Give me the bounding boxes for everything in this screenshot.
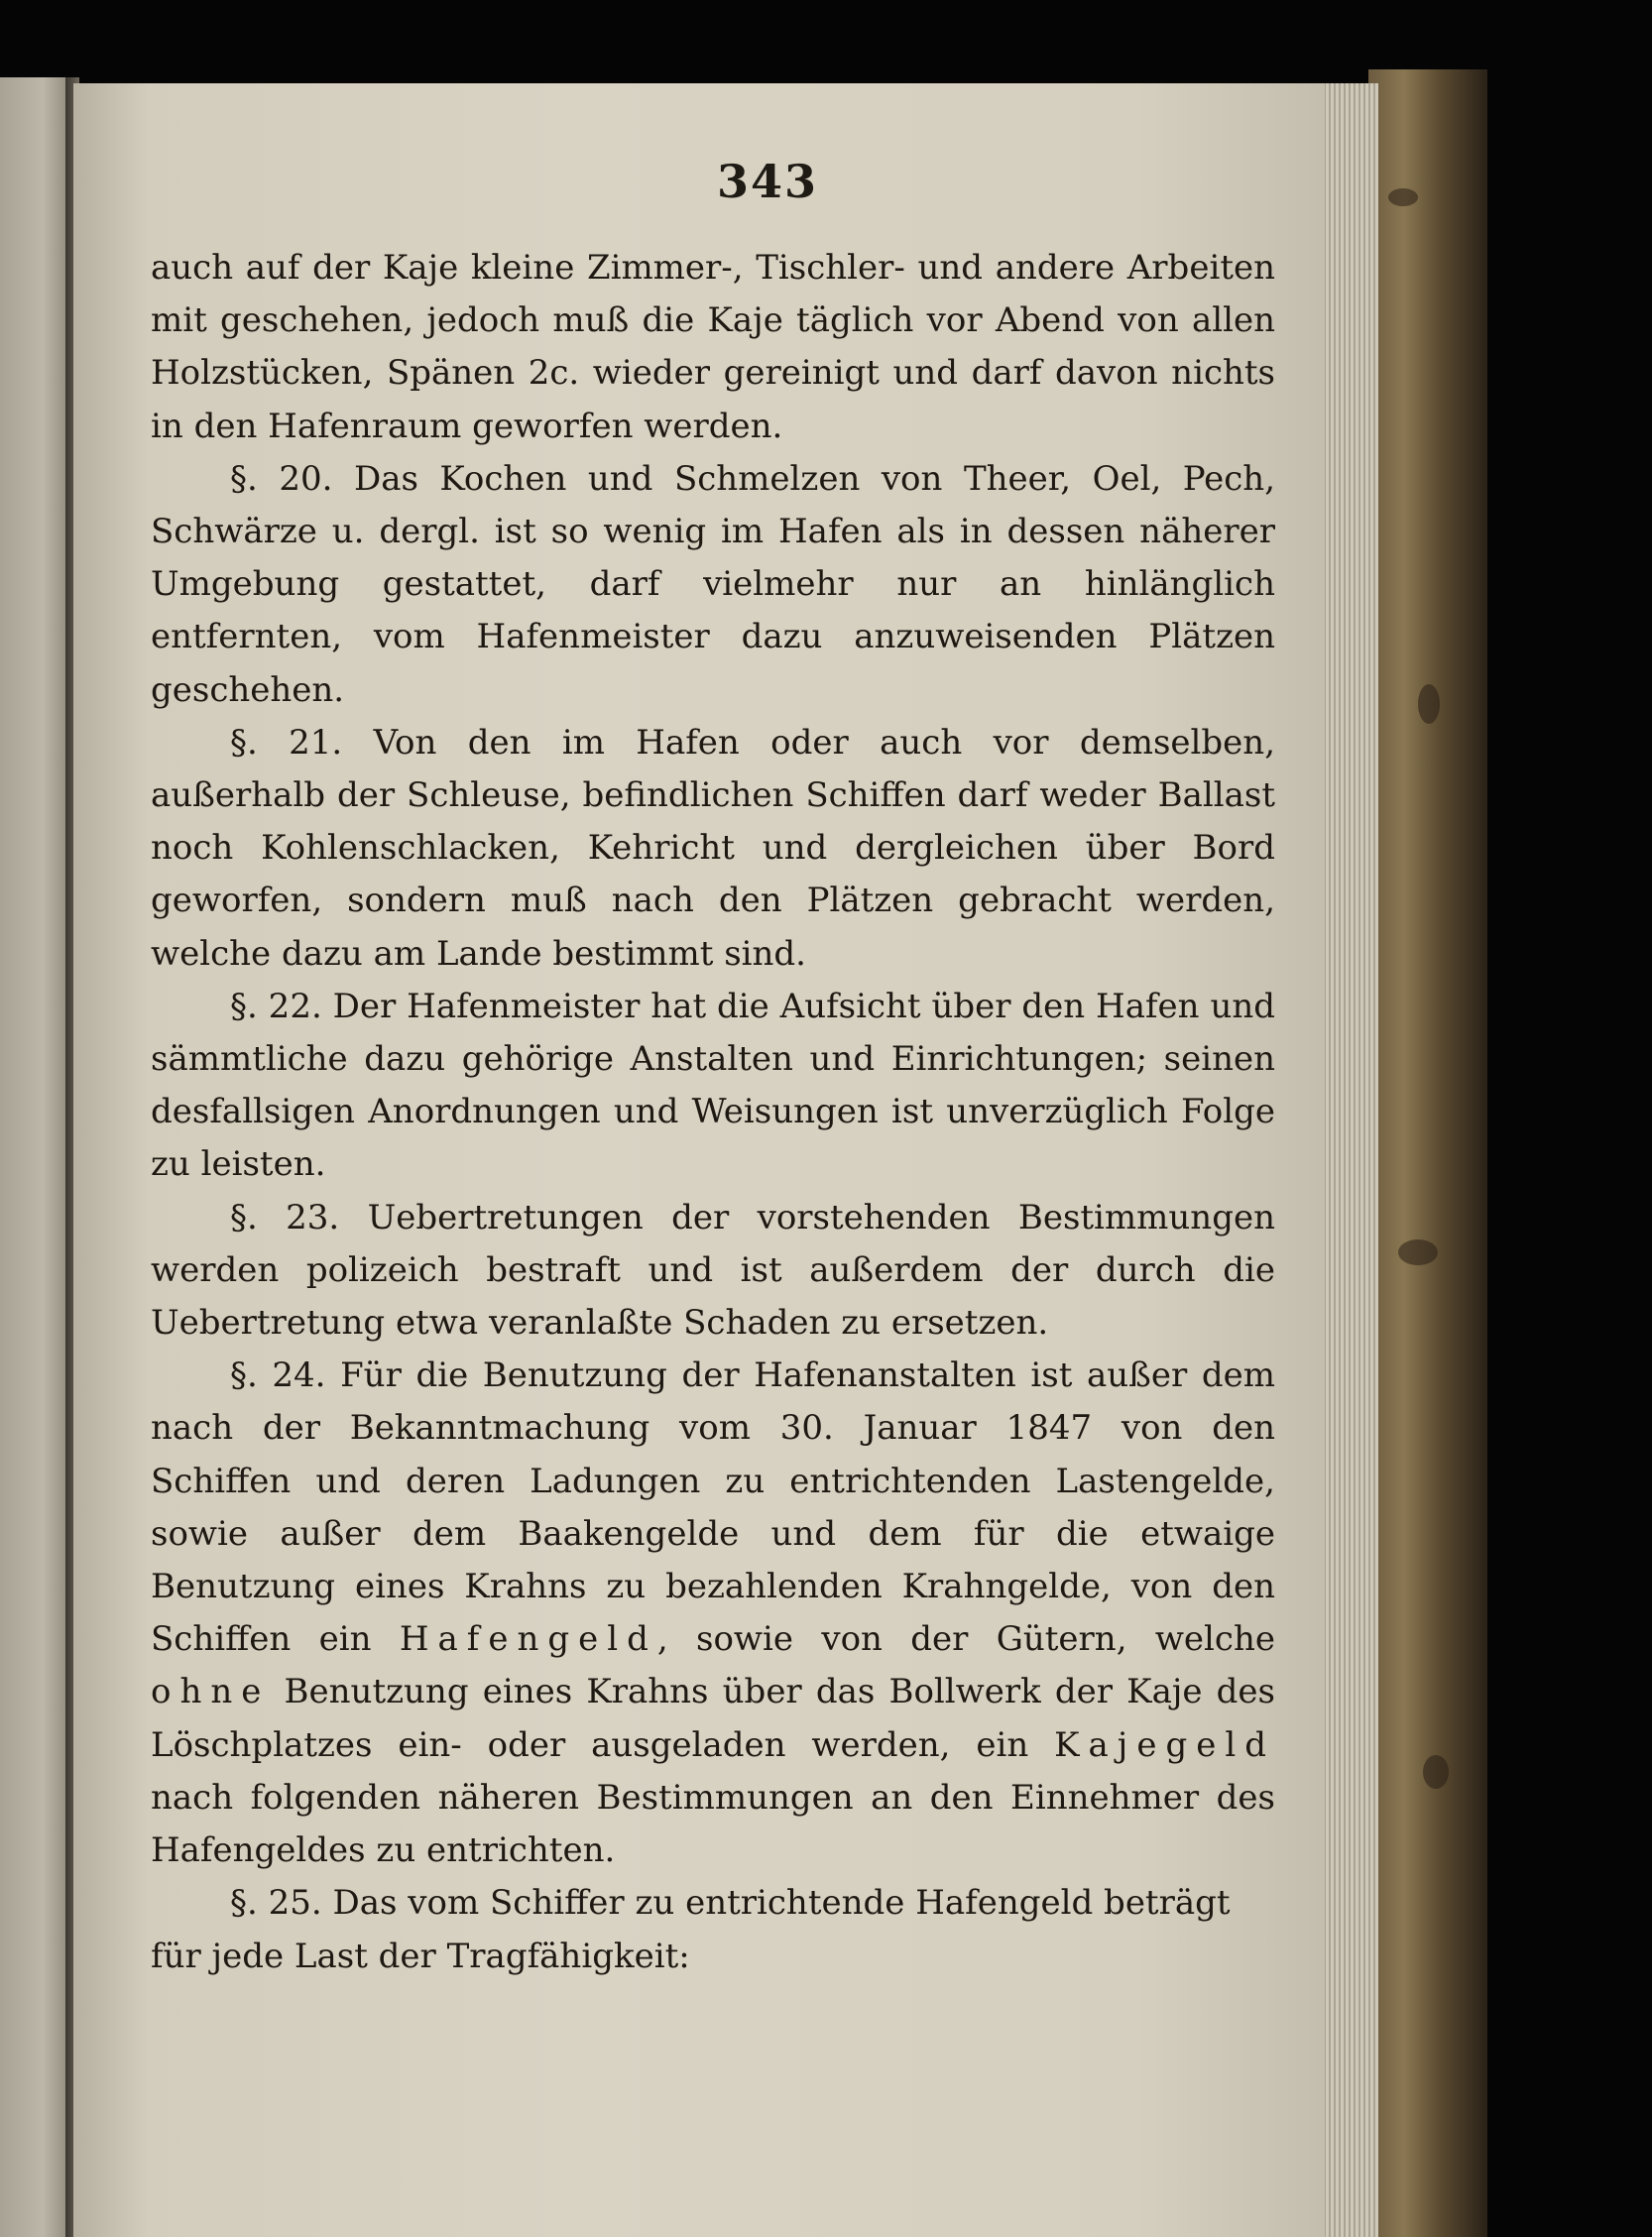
cover-wear-mark [1388, 188, 1418, 206]
book-cover [1368, 69, 1487, 2237]
section-text: , sowie von der Gütern, welche [656, 1619, 1275, 1660]
section-text: nach folgenden näheren Bestimmungen an den Einnehmer des Hafengeldes zu entrichten. [151, 1777, 1275, 1871]
left-page-edge [0, 77, 71, 2237]
emphasized-term: Hafengeld [399, 1619, 657, 1660]
emphasized-term: Kajegeld [1054, 1724, 1275, 1765]
section-text: Der Hafenmeister hat die Aufsicht über den Hafen und sämmtliche dazu gehörige Anstalten und Einrichtungen; seinen desfallsigen Anordnungen und Weisungen ist unverzüglich Folge zu leisten. [151, 986, 1276, 1185]
section-text: Das vom Schiffer zu entrichtende Hafengeld beträgt für jede Last der Tragfähigkeit: [151, 1883, 1231, 1976]
emphasized-term: ohne [151, 1672, 271, 1712]
section-text: Von den im Hafen oder auch vor demselben, außerhalb der Schleuse, befindlichen Schiffen darf weder Ballast noch Kohlenschlacken, Kehricht und dergleichen über Bord geworfen, sondern muß nach den Plätzen gebracht werden, welche dazu am Lande bestimmt sind. [151, 722, 1276, 974]
page-number: 343 [716, 155, 819, 208]
section-number: §. 24. [230, 1355, 326, 1396]
paragraph-section-21 [151, 717, 1275, 981]
cover-wear-mark [1398, 1239, 1438, 1265]
paragraph-section-22 [151, 981, 1275, 1192]
paragraph-intro: auch auf der Kaje kleine Zimmer-, Tischler- und andere Arbeiten mit geschehen, jedoch muß die Kaje täglich vor Abend von allen Holzstücken, Spänen 2c. wieder gereinigt und darf davon nichts in den Hafenraum geworfen werden. [151, 248, 1275, 446]
section-number: §. 22. [230, 986, 322, 1026]
section-number: §. 23. [230, 1197, 340, 1237]
cover-wear-mark [1418, 684, 1440, 724]
section-text: Uebertretungen der vorstehenden Bestimmungen werden polizeich bestraft und ist außerdem der durch die Uebertretung etwa veranlaßte Schaden zu ersetzen. [151, 1197, 1275, 1344]
section-text: Benutzung eines Krahns über das Bollwerk der Kaje des Löschplatzes ein- oder ausgeladen werden, ein [151, 1672, 1275, 1765]
section-number: §. 20. [230, 458, 333, 499]
section-text: Für die Benutzung der Hafenanstalten ist außer dem nach der Bekanntmachung vom 30. Januar 1847 von den Schiffen und deren Ladungen zu entrichtenden Lastengelde, sowie außer dem Baakengelde und dem für die etwaige Benutzung eines Krahns zu bezahlenden Krahngelde, von den Schiffen ein [151, 1355, 1275, 1660]
book-page [73, 83, 1325, 2237]
cover-wear-mark [1423, 1755, 1449, 1789]
paragraph-section-25 [151, 1877, 1275, 1982]
paragraph-section-23 [151, 1192, 1275, 1351]
page-stack-edges [1321, 83, 1378, 2237]
paragraph-section-20 [151, 453, 1275, 717]
paragraph-section-24 [151, 1350, 1275, 1877]
section-number: §. 21. [230, 722, 343, 763]
section-number: §. 25. [230, 1883, 322, 1924]
section-text: Das Kochen und Schmelzen von Theer, Oel, Pech, Schwärze u. dergl. ist so wenig im Hafen als in dessen näherer Umgebung gestattet, darf vielmehr nur an hinlänglich entfernten, vom Hafenmeister dazu anzuweisenden Plätzen geschehen. [151, 458, 1276, 710]
page-text [151, 242, 1275, 1983]
